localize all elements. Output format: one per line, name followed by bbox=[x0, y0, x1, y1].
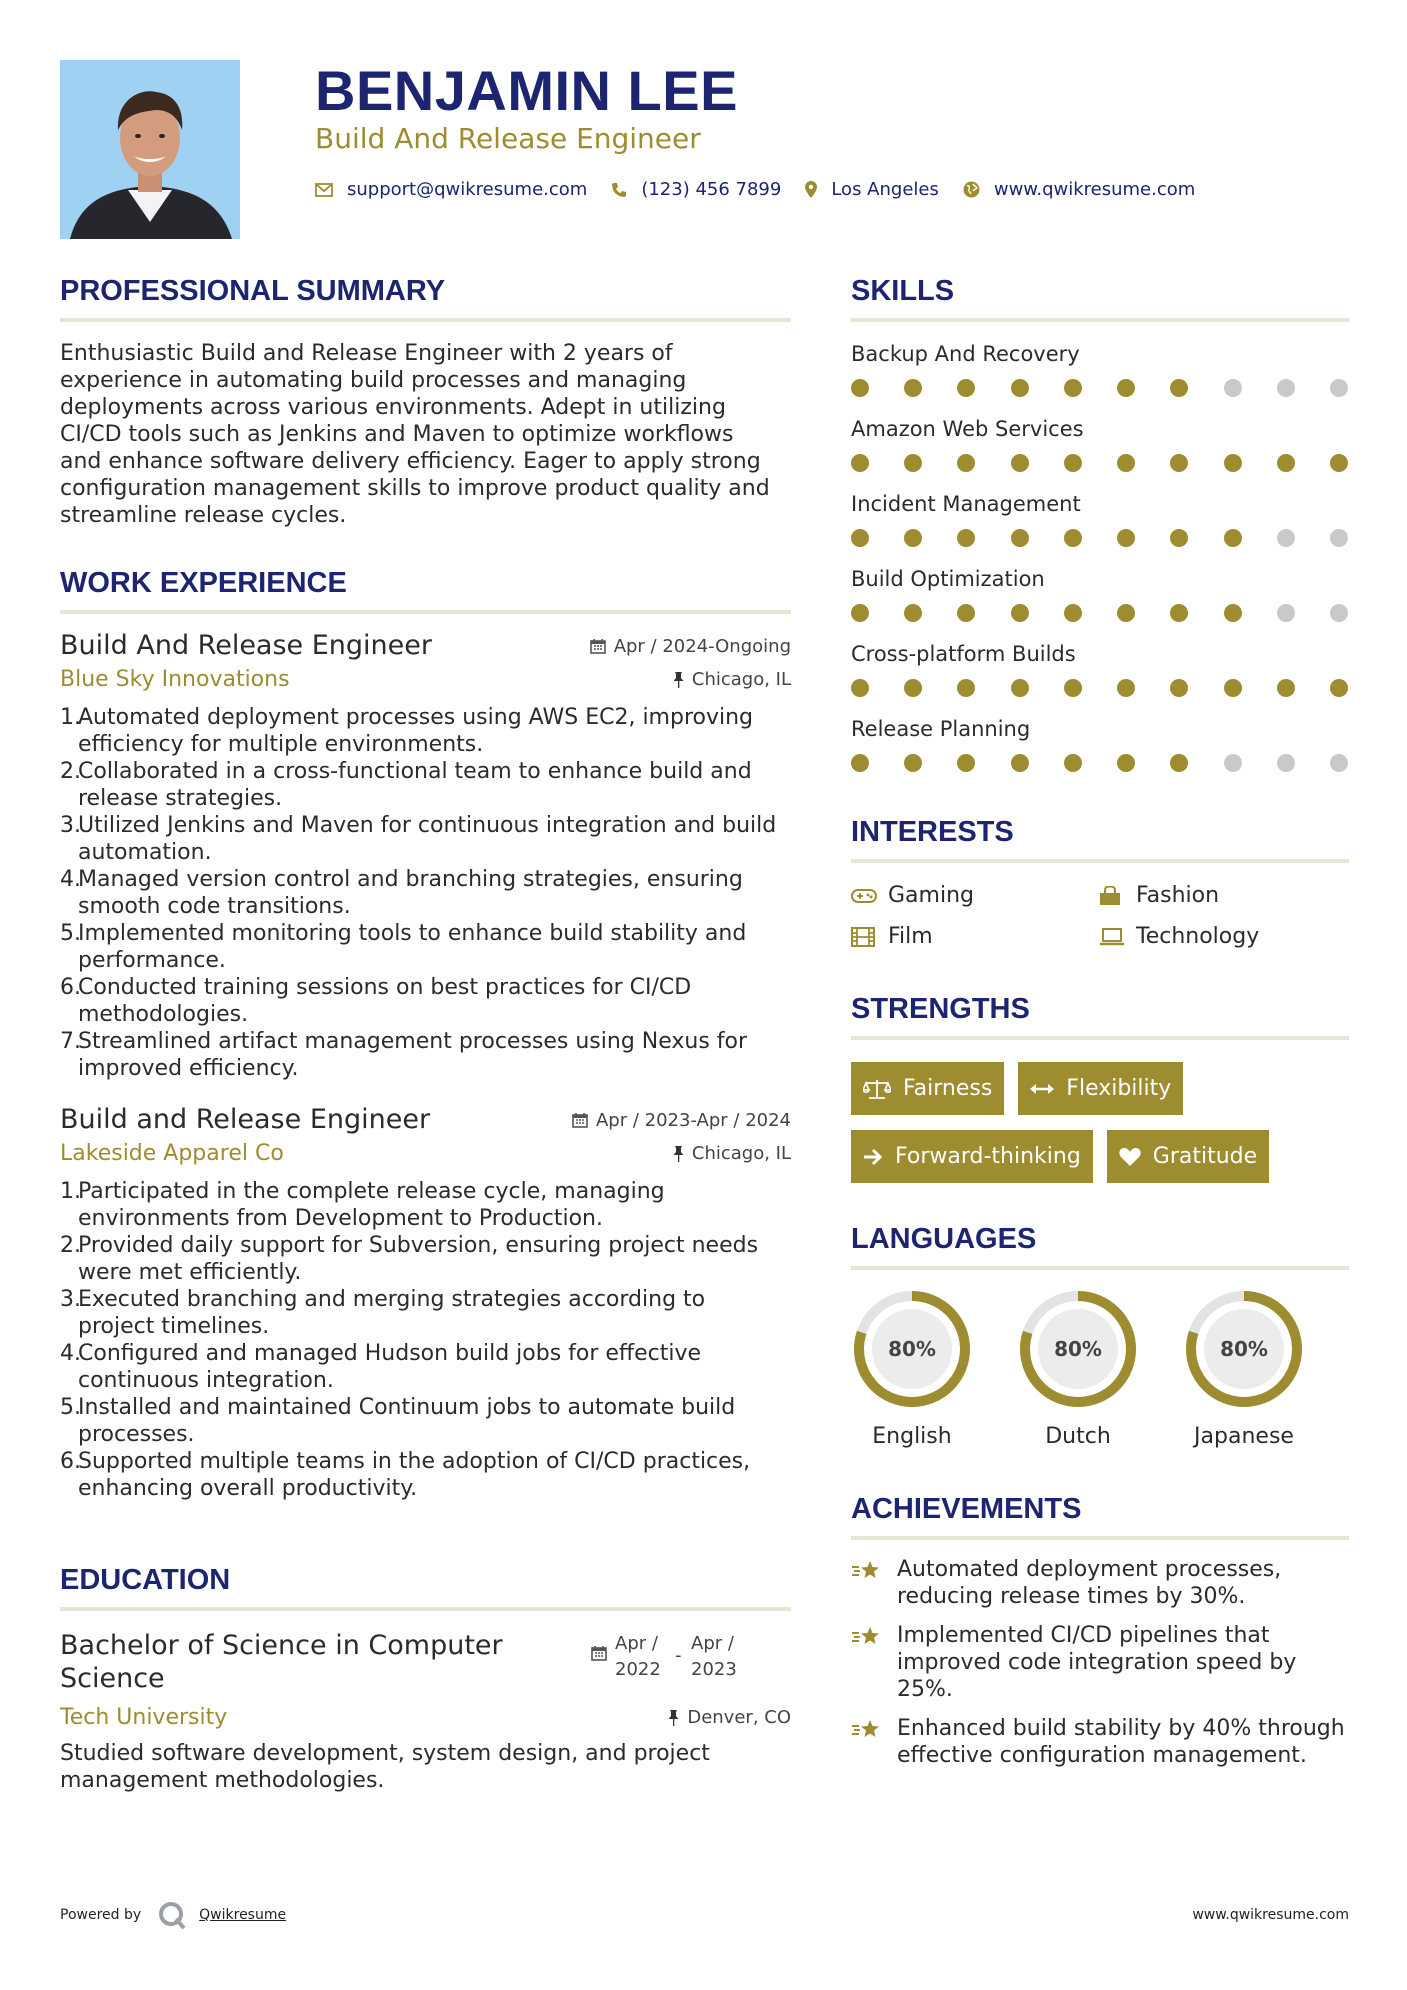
bullet-line: Participated in the complete release cycle, managing bbox=[78, 1179, 665, 1204]
qwikresume-link[interactable]: Qwikresume bbox=[199, 1907, 287, 1923]
bullet-line: Managed version control and branching strategies, ensuring bbox=[78, 867, 743, 892]
rating-dot-filled bbox=[957, 454, 975, 472]
interest-label: Fashion bbox=[1136, 883, 1220, 908]
section-education bbox=[60, 1564, 791, 1794]
bullet-number: 1. bbox=[60, 705, 81, 730]
contact-website[interactable]: www.qwikresume.com bbox=[993, 179, 1196, 200]
skill-rating bbox=[851, 529, 1349, 547]
laptop-icon bbox=[1099, 928, 1136, 946]
job-location bbox=[673, 669, 791, 690]
heart-icon bbox=[1119, 1147, 1141, 1167]
skill-rating bbox=[851, 604, 1349, 622]
job-title: Build And Release Engineer bbox=[60, 630, 432, 661]
job-bullet bbox=[60, 1340, 791, 1394]
job-date-text: Apr / 2024-Ongoing bbox=[613, 635, 791, 657]
rating-dot-filled bbox=[851, 679, 869, 697]
bullet-text bbox=[78, 1232, 758, 1286]
job-bullet bbox=[60, 812, 791, 866]
interests-list bbox=[851, 883, 1349, 949]
bullet-line: project timelines. bbox=[78, 1314, 270, 1339]
film-icon bbox=[851, 927, 888, 947]
map-marker-icon bbox=[805, 181, 817, 198]
summary-line: experience in automating build processes and managing bbox=[60, 368, 687, 393]
bullet-number: 2. bbox=[60, 759, 81, 784]
section-divider bbox=[851, 1036, 1349, 1040]
rating-dot-empty bbox=[1277, 379, 1295, 397]
job-date bbox=[590, 636, 791, 657]
interest-item bbox=[1099, 883, 1349, 908]
interest-label: Technology bbox=[1136, 924, 1260, 949]
candidate-title: Build And Release Engineer bbox=[315, 122, 701, 155]
achievement-line: Automated deployment processes, bbox=[897, 1557, 1282, 1582]
shooting-star-icon bbox=[851, 1622, 897, 1703]
skill-name: Release Planning bbox=[851, 717, 1031, 741]
section-divider bbox=[851, 859, 1349, 863]
rating-dot-filled bbox=[1117, 379, 1135, 397]
rating-dot-filled bbox=[1117, 529, 1135, 547]
achievement-item bbox=[851, 1622, 1349, 1703]
job-bullet bbox=[60, 1178, 791, 1232]
language-item bbox=[851, 1288, 1017, 1449]
rating-dot-empty bbox=[1330, 604, 1348, 622]
skill-item bbox=[851, 717, 1349, 772]
rating-dot-filled bbox=[851, 454, 869, 472]
language-name: Dutch bbox=[1045, 1424, 1111, 1449]
rating-dot-filled bbox=[1117, 454, 1135, 472]
rating-dot-filled bbox=[1224, 679, 1242, 697]
bullet-text bbox=[78, 866, 743, 920]
job-company: Lakeside Apparel Co bbox=[60, 1141, 284, 1166]
rating-dot-filled bbox=[1277, 679, 1295, 697]
rating-dot-filled bbox=[1011, 454, 1029, 472]
skill-rating bbox=[851, 679, 1349, 697]
rating-dot-filled bbox=[904, 454, 922, 472]
bullet-line: Utilized Jenkins and Maven for continuous integration and build bbox=[78, 813, 777, 838]
strength-tag bbox=[851, 1062, 1004, 1115]
degree-line: Bachelor of Science in Computer bbox=[60, 1630, 503, 1661]
section-divider bbox=[851, 1536, 1349, 1540]
language-item bbox=[1017, 1288, 1183, 1449]
rating-dot-filled bbox=[1170, 679, 1188, 697]
achievement-line: Enhanced build stability by 40% through bbox=[897, 1716, 1345, 1741]
bullet-line: environments from Development to Production. bbox=[78, 1206, 603, 1231]
rating-dot-empty bbox=[1330, 529, 1348, 547]
rating-dot-filled bbox=[851, 604, 869, 622]
bullet-number: 4. bbox=[60, 867, 81, 892]
bullet-line: performance. bbox=[78, 948, 226, 973]
skill-item bbox=[851, 417, 1349, 472]
section-achievements bbox=[851, 1493, 1349, 1769]
strength-label: Gratitude bbox=[1152, 1144, 1258, 1169]
bullet-number: 3. bbox=[60, 1287, 81, 1312]
job-bullet bbox=[60, 704, 791, 758]
rating-dot-filled bbox=[1011, 604, 1029, 622]
bullet-line: automation. bbox=[78, 840, 212, 865]
job-bullet bbox=[60, 866, 791, 920]
edu-start-month: Apr / bbox=[615, 1633, 658, 1654]
achievement-item bbox=[851, 1715, 1349, 1769]
arrow-right-icon bbox=[863, 1148, 883, 1166]
language-percent: 80% bbox=[1220, 1337, 1268, 1361]
education-entry bbox=[60, 1629, 791, 1794]
rating-dot-empty bbox=[1277, 754, 1295, 772]
contact-bar bbox=[315, 179, 1219, 200]
skill-rating bbox=[851, 754, 1349, 772]
rating-dot-empty bbox=[1224, 379, 1242, 397]
bullet-number: 1. bbox=[60, 1179, 81, 1204]
bullet-line: Automated deployment processes using AWS EC2, improving bbox=[78, 705, 754, 730]
rating-dot-filled bbox=[904, 604, 922, 622]
edu-end-year: 2023 bbox=[691, 1659, 737, 1680]
bullet-text bbox=[78, 920, 746, 974]
rating-dot-filled bbox=[904, 379, 922, 397]
section-title: WORK EXPERIENCE bbox=[60, 567, 347, 599]
rating-dot-empty bbox=[1224, 754, 1242, 772]
footer bbox=[60, 1900, 1349, 1930]
rating-dot-filled bbox=[1064, 604, 1082, 622]
rating-dot-filled bbox=[904, 754, 922, 772]
interest-item bbox=[1099, 924, 1349, 949]
interest-label: Gaming bbox=[888, 883, 974, 908]
rating-dot-filled bbox=[1170, 754, 1188, 772]
contact-phone[interactable]: (123) 456 7899 bbox=[641, 179, 782, 200]
rating-dot-filled bbox=[1170, 379, 1188, 397]
language-progress-ring bbox=[1183, 1288, 1305, 1410]
right-column bbox=[851, 275, 1349, 1781]
education-location-text: Denver, CO bbox=[687, 1707, 791, 1728]
skill-item bbox=[851, 492, 1349, 547]
section-languages bbox=[851, 1223, 1349, 1449]
strength-tag bbox=[1018, 1062, 1183, 1115]
bullet-line: release strategies. bbox=[78, 786, 283, 811]
job-bullet bbox=[60, 1286, 791, 1340]
skills-list bbox=[851, 342, 1349, 772]
section-divider bbox=[851, 1266, 1349, 1270]
bullet-text bbox=[78, 812, 776, 866]
bullet-number: 7. bbox=[60, 1029, 81, 1054]
strength-tag bbox=[1107, 1130, 1269, 1183]
education-location bbox=[668, 1707, 791, 1728]
edu-end-month: Apr / bbox=[691, 1633, 734, 1654]
pushpin-icon bbox=[673, 672, 684, 688]
bullet-line: processes. bbox=[78, 1422, 195, 1447]
bullet-text bbox=[78, 1178, 665, 1232]
rating-dot-filled bbox=[1170, 604, 1188, 622]
strength-tag bbox=[851, 1130, 1093, 1183]
job-title: Build and Release Engineer bbox=[60, 1104, 431, 1135]
skill-rating bbox=[851, 379, 1349, 397]
skill-rating bbox=[851, 454, 1349, 472]
job-bullet bbox=[60, 974, 791, 1028]
degree-line: Science bbox=[60, 1663, 165, 1694]
rating-dot-filled bbox=[1064, 679, 1082, 697]
rating-dot-filled bbox=[1117, 679, 1135, 697]
profile-photo bbox=[60, 60, 240, 239]
rating-dot-filled bbox=[957, 754, 975, 772]
language-name: English bbox=[872, 1424, 952, 1449]
achievement-line: effective configuration management. bbox=[897, 1743, 1307, 1768]
rating-dot-empty bbox=[1277, 604, 1295, 622]
qwikresume-logo-icon bbox=[157, 1900, 187, 1930]
bullet-text bbox=[78, 1286, 705, 1340]
bullet-number: 4. bbox=[60, 1341, 81, 1366]
education-degree bbox=[60, 1629, 560, 1695]
job-location bbox=[673, 1143, 791, 1164]
skill-name: Cross-platform Builds bbox=[851, 642, 1076, 666]
rating-dot-filled bbox=[904, 679, 922, 697]
rating-dot-filled bbox=[1277, 454, 1295, 472]
skill-item bbox=[851, 567, 1349, 622]
gamepad-icon bbox=[851, 888, 888, 904]
shopping-bag-icon bbox=[1099, 886, 1136, 906]
arrows-horizontal-icon bbox=[1030, 1082, 1054, 1096]
achievement-line: reducing release times by 30%. bbox=[897, 1584, 1246, 1609]
skill-name: Backup And Recovery bbox=[851, 342, 1080, 366]
language-name: Japanese bbox=[1194, 1424, 1294, 1449]
bullet-line: continuous integration. bbox=[78, 1368, 334, 1393]
rating-dot-empty bbox=[1330, 754, 1348, 772]
bullet-number: 6. bbox=[60, 975, 81, 1000]
pushpin-icon bbox=[673, 1146, 684, 1162]
contact-location: Los Angeles bbox=[831, 179, 939, 200]
languages-list bbox=[851, 1288, 1349, 1449]
interest-label: Film bbox=[888, 924, 933, 949]
rating-dot-filled bbox=[1224, 604, 1242, 622]
section-title: LANGUAGES bbox=[851, 1223, 1037, 1255]
section-summary bbox=[60, 275, 791, 529]
interest-item bbox=[851, 883, 1099, 908]
bullet-line: methodologies. bbox=[78, 1002, 249, 1027]
rating-dot-filled bbox=[1224, 529, 1242, 547]
rating-dot-filled bbox=[1011, 754, 1029, 772]
job-bullets bbox=[60, 1178, 791, 1502]
bullet-text bbox=[78, 758, 752, 812]
bullet-number: 5. bbox=[60, 1395, 81, 1420]
section-title: STRENGTHS bbox=[851, 993, 1030, 1025]
envelope-icon bbox=[315, 183, 333, 197]
shooting-star-icon bbox=[851, 1556, 897, 1610]
job-location-text: Chicago, IL bbox=[691, 669, 791, 690]
rating-dot-filled bbox=[1064, 754, 1082, 772]
footer-website[interactable]: www.qwikresume.com bbox=[1192, 1907, 1349, 1923]
achievements-list bbox=[851, 1556, 1349, 1769]
bullet-number: 5. bbox=[60, 921, 81, 946]
job-bullets bbox=[60, 704, 791, 1082]
job-bullet bbox=[60, 1394, 791, 1448]
calendar-icon bbox=[591, 1645, 607, 1695]
bullet-text bbox=[78, 974, 691, 1028]
bullet-line: efficiency for multiple environments. bbox=[78, 732, 484, 757]
bullet-line: Streamlined artifact management processes using Nexus for bbox=[78, 1029, 748, 1054]
achievement-text bbox=[897, 1556, 1281, 1610]
bullet-line: Provided daily support for Subversion, ensuring project needs bbox=[78, 1233, 759, 1258]
skill-name: Incident Management bbox=[851, 492, 1081, 516]
achievement-text bbox=[897, 1715, 1345, 1769]
education-description bbox=[60, 1740, 791, 1794]
rating-dot-filled bbox=[1330, 454, 1348, 472]
bullet-text bbox=[78, 1028, 747, 1082]
bullet-line: Conducted training sessions on best practices for CI/CD bbox=[78, 975, 692, 1000]
job-bullet bbox=[60, 1232, 791, 1286]
edu-date-separator: - bbox=[675, 1645, 682, 1666]
language-percent: 80% bbox=[888, 1337, 936, 1361]
section-work-experience bbox=[60, 567, 791, 1502]
summary-line: streamline release cycles. bbox=[60, 503, 347, 528]
rating-dot-empty bbox=[1277, 529, 1295, 547]
strength-label: Forward-thinking bbox=[895, 1144, 1081, 1169]
rating-dot-filled bbox=[1064, 454, 1082, 472]
rating-dot-filled bbox=[1170, 454, 1188, 472]
rating-dot-filled bbox=[1064, 529, 1082, 547]
candidate-name: BENJAMIN LEE bbox=[315, 59, 738, 122]
rating-dot-filled bbox=[851, 379, 869, 397]
job-entry bbox=[60, 630, 791, 1082]
strengths-list bbox=[851, 1062, 1349, 1183]
contact-email[interactable]: support@qwikresume.com bbox=[347, 179, 588, 200]
skill-name: Build Optimization bbox=[851, 567, 1045, 591]
section-title: INTERESTS bbox=[851, 816, 1014, 848]
rating-dot-filled bbox=[1011, 379, 1029, 397]
job-date-text: Apr / 2023-Apr / 2024 bbox=[595, 1109, 791, 1131]
section-divider bbox=[60, 318, 791, 322]
bullet-text bbox=[78, 1448, 750, 1502]
section-interests bbox=[851, 816, 1349, 949]
skill-item bbox=[851, 342, 1349, 397]
rating-dot-filled bbox=[1117, 754, 1135, 772]
job-entry bbox=[60, 1104, 791, 1502]
rating-dot-filled bbox=[1011, 529, 1029, 547]
bullet-line: Executed branching and merging strategies according to bbox=[78, 1287, 706, 1312]
job-date bbox=[572, 1110, 791, 1131]
pushpin-icon bbox=[668, 1710, 679, 1726]
bullet-line: smooth code transitions. bbox=[78, 894, 351, 919]
bullet-line: Supported multiple teams in the adoption of CI/CD practices, bbox=[78, 1449, 751, 1474]
section-title: PROFESSIONAL SUMMARY bbox=[60, 275, 446, 307]
rating-dot-filled bbox=[1064, 379, 1082, 397]
bullet-text bbox=[78, 1340, 701, 1394]
edu-start-year: 2022 bbox=[615, 1659, 661, 1680]
calendar-icon bbox=[572, 1112, 588, 1128]
bullet-line: enhancing overall productivity. bbox=[78, 1476, 418, 1501]
bullet-line: improved efficiency. bbox=[78, 1056, 299, 1081]
rating-dot-filled bbox=[851, 754, 869, 772]
education-dates bbox=[591, 1631, 791, 1695]
summary-line: CI/CD tools such as Jenkins and Maven to optimize workflows bbox=[60, 422, 734, 447]
section-title: EDUCATION bbox=[60, 1564, 231, 1596]
balance-scale-icon bbox=[863, 1078, 891, 1100]
summary-line: deployments across various environments. Adept in utilizing bbox=[60, 395, 726, 420]
globe-icon bbox=[963, 181, 980, 198]
education-desc-line: Studied software development, system design, and project bbox=[60, 1741, 710, 1766]
phone-icon bbox=[611, 182, 627, 198]
summary-line: Enthusiastic Build and Release Engineer with 2 years of bbox=[60, 341, 673, 366]
rating-dot-filled bbox=[957, 604, 975, 622]
rating-dot-filled bbox=[851, 529, 869, 547]
bullet-number: 3. bbox=[60, 813, 81, 838]
section-divider bbox=[60, 610, 791, 614]
summary-line: configuration management skills to improve product quality and bbox=[60, 476, 770, 501]
rating-dot-filled bbox=[957, 529, 975, 547]
bullet-line: Installed and maintained Continuum jobs to automate build bbox=[78, 1395, 736, 1420]
achievement-line: Implemented CI/CD pipelines that bbox=[897, 1623, 1270, 1648]
rating-dot-filled bbox=[957, 679, 975, 697]
powered-by-text: Powered by bbox=[60, 1907, 142, 1923]
skill-item bbox=[851, 642, 1349, 697]
job-bullet bbox=[60, 1448, 791, 1502]
language-percent: 80% bbox=[1054, 1337, 1102, 1361]
job-location-text: Chicago, IL bbox=[691, 1143, 791, 1164]
shooting-star-icon bbox=[851, 1715, 897, 1769]
interest-item bbox=[851, 924, 1099, 949]
section-title: ACHIEVEMENTS bbox=[851, 1493, 1082, 1525]
left-column bbox=[60, 275, 791, 1794]
section-title: SKILLS bbox=[851, 275, 955, 307]
rating-dot-filled bbox=[1011, 679, 1029, 697]
job-company: Blue Sky Innovations bbox=[60, 667, 290, 692]
bullet-line: Configured and managed Hudson build jobs for effective bbox=[78, 1341, 702, 1366]
bullet-text bbox=[78, 704, 753, 758]
rating-dot-filled bbox=[1170, 529, 1188, 547]
achievement-item bbox=[851, 1556, 1349, 1610]
language-item bbox=[1183, 1288, 1349, 1449]
job-bullet bbox=[60, 920, 791, 974]
achievement-text bbox=[897, 1622, 1296, 1703]
rating-dot-filled bbox=[1224, 454, 1242, 472]
rating-dot-empty bbox=[1330, 379, 1348, 397]
education-school: Tech University bbox=[60, 1705, 228, 1730]
rating-dot-filled bbox=[957, 379, 975, 397]
section-strengths bbox=[851, 993, 1349, 1183]
section-skills bbox=[851, 275, 1349, 772]
education-desc-line: management methodologies. bbox=[60, 1768, 385, 1793]
skill-name: Amazon Web Services bbox=[851, 417, 1084, 441]
strength-label: Flexibility bbox=[1066, 1076, 1172, 1101]
rating-dot-filled bbox=[904, 529, 922, 547]
section-divider bbox=[60, 1607, 791, 1611]
job-bullet bbox=[60, 758, 791, 812]
achievement-line: improved code integration speed by bbox=[897, 1650, 1297, 1675]
bullet-line: were met efficiently. bbox=[78, 1260, 302, 1285]
rating-dot-filled bbox=[1117, 604, 1135, 622]
bullet-line: Collaborated in a cross-functional team to enhance build and bbox=[78, 759, 752, 784]
bullet-number: 6. bbox=[60, 1449, 81, 1474]
achievement-line: 25%. bbox=[897, 1677, 953, 1702]
language-progress-ring bbox=[1017, 1288, 1139, 1410]
bullet-text bbox=[78, 1394, 735, 1448]
summary-line: and enhance software delivery efficiency. Eager to apply strong bbox=[60, 449, 761, 474]
bullet-number: 2. bbox=[60, 1233, 81, 1258]
summary-text bbox=[60, 340, 791, 529]
calendar-icon bbox=[590, 638, 606, 654]
rating-dot-filled bbox=[1330, 679, 1348, 697]
language-progress-ring bbox=[851, 1288, 973, 1410]
section-divider bbox=[851, 318, 1349, 322]
job-bullet bbox=[60, 1028, 791, 1082]
strength-label: Fairness bbox=[903, 1076, 993, 1101]
bullet-line: Implemented monitoring tools to enhance build stability and bbox=[78, 921, 747, 946]
